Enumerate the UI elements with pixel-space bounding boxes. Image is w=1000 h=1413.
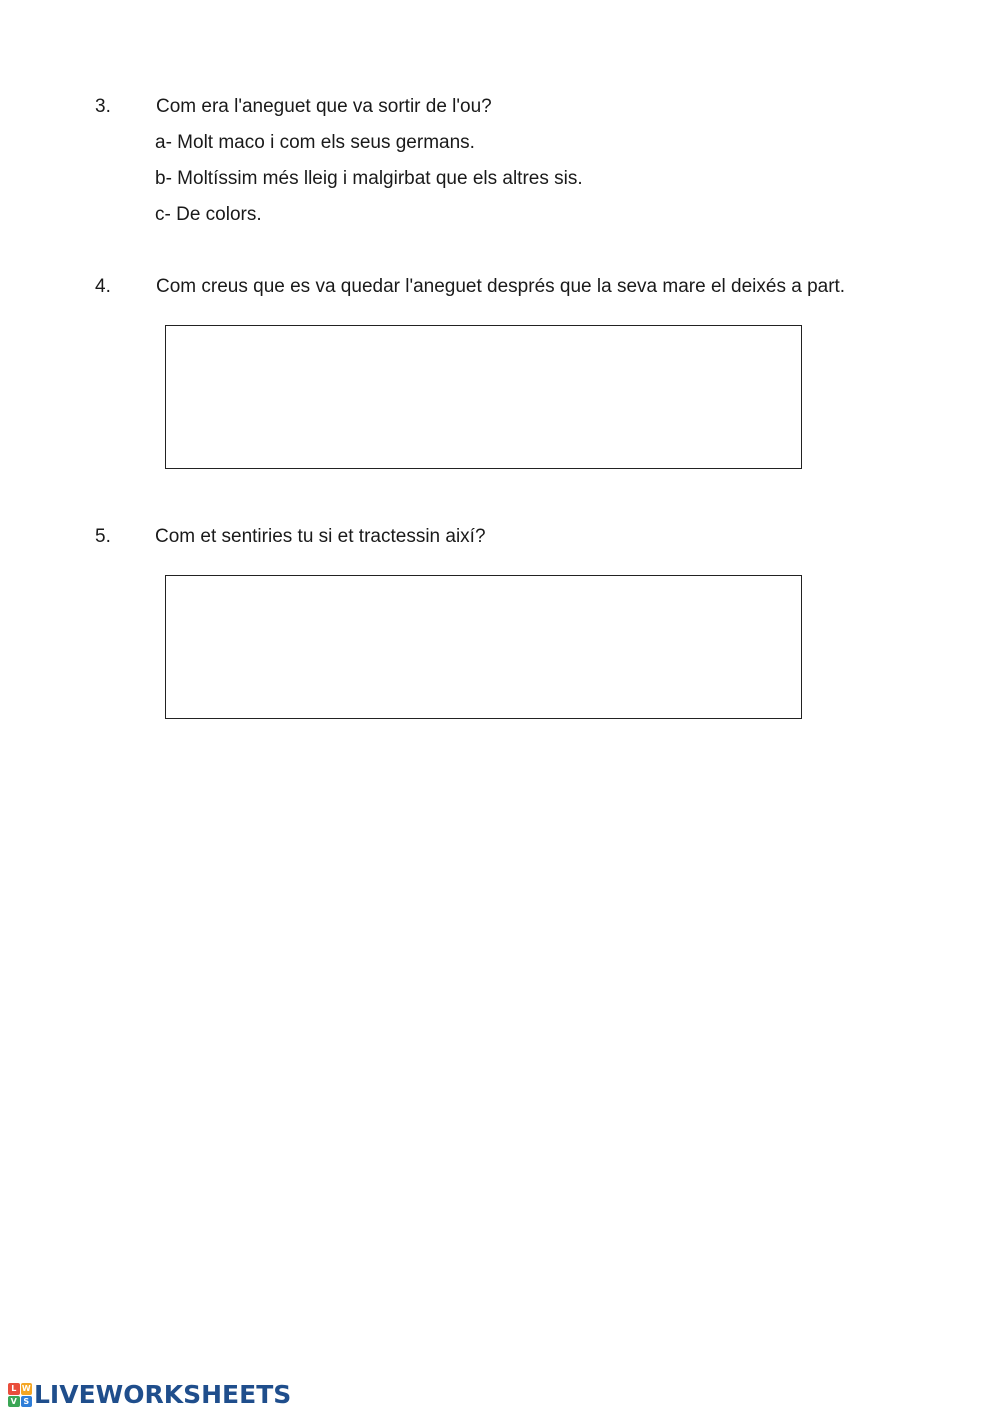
question-3: [0, 96, 1000, 120]
question-text: Com creus que es va quedar l'aneguet després que la seva mare el deixés a part.: [156, 276, 846, 297]
option-b[interactable]: b- Moltíssim més lleig i malgirbat que els altres sis.: [155, 168, 583, 189]
logo-block: W: [21, 1384, 31, 1394]
option-c[interactable]: c- De colors.: [155, 204, 262, 225]
question-number: 4.: [95, 276, 111, 297]
answer-box-5[interactable]: [165, 575, 802, 719]
question-number: 5.: [95, 526, 111, 547]
brand-name: LIVEWORKSHEETS: [34, 1380, 292, 1409]
question-number: 3.: [95, 96, 111, 117]
question-text: Com era l'aneguet que va sortir de l'ou?: [156, 96, 492, 117]
question-5: [0, 526, 1000, 550]
option-a[interactable]: a- Molt maco i com els seus germans.: [155, 132, 475, 153]
logo-blocks-icon: [8, 1383, 32, 1407]
answer-box-4[interactable]: [165, 325, 802, 469]
logo-block: L: [8, 1383, 20, 1395]
question-4: [0, 276, 1000, 300]
question-text: Com et sentiries tu si et tractessin així?: [155, 526, 486, 547]
logo-block: V: [8, 1396, 20, 1408]
logo-block: S: [21, 1396, 33, 1408]
liveworksheets-logo[interactable]: [8, 1381, 291, 1409]
